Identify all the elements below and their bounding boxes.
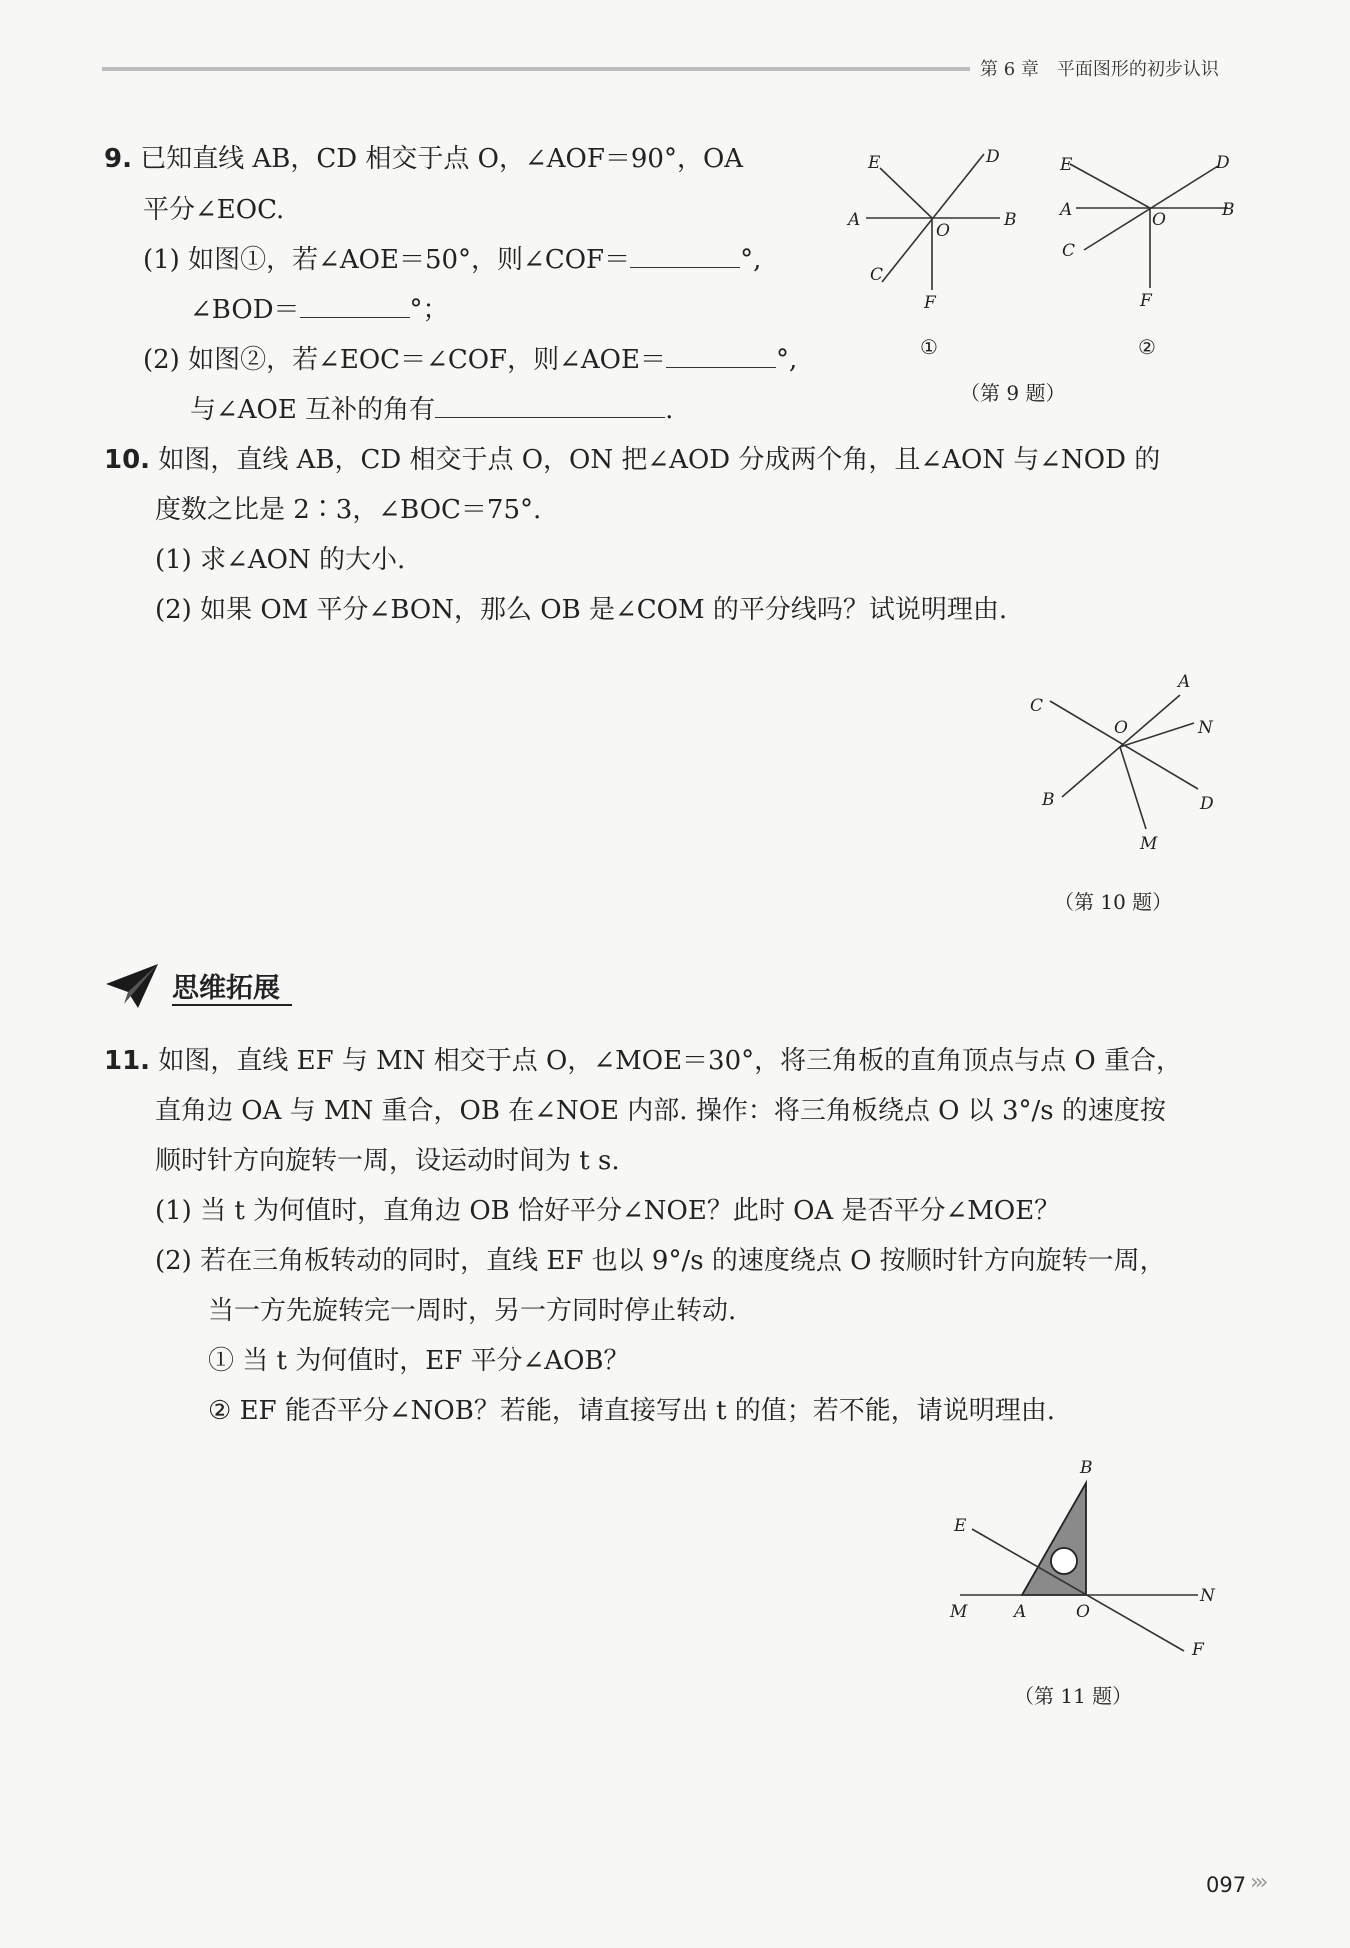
q9-part2a-text: (2) 如图②，若∠EOC＝∠COF，则∠AOE＝ xyxy=(143,345,666,375)
label-b: B xyxy=(1222,200,1235,220)
q9-part2a-unit: °, xyxy=(775,345,798,375)
q9-part2b xyxy=(190,393,673,427)
q10-part1: (1) 求∠AON 的大小. xyxy=(155,545,406,575)
label-a: A xyxy=(1060,200,1073,220)
q9-part1a-unit: °, xyxy=(740,245,762,275)
q11-number: 11. xyxy=(104,1046,151,1076)
q11-part2c: ① 当 t 为何值时，EF 平分∠AOB？ xyxy=(208,1346,630,1376)
label-o: O xyxy=(1114,718,1128,738)
label-n: N xyxy=(1200,1586,1215,1606)
label-e: E xyxy=(954,1516,967,1536)
label-b: B xyxy=(1042,790,1055,810)
q11-part1: (1) 当 t 为何值时，直角边 OB 恰好平分∠NOE？此时 OA 是否平分∠MOE？ xyxy=(155,1196,1061,1226)
answer-blank-supplementary[interactable] xyxy=(435,393,665,418)
label-c: C xyxy=(1062,241,1076,261)
label-d: D xyxy=(1200,794,1214,814)
answer-blank-bod[interactable] xyxy=(300,293,410,318)
section-underline xyxy=(172,1004,292,1006)
label-o: O xyxy=(1076,1602,1090,1622)
figure-9-2 xyxy=(1050,140,1240,370)
label-f: F xyxy=(1192,1640,1204,1660)
answer-blank-cof[interactable] xyxy=(630,243,740,268)
label-o: O xyxy=(936,221,950,241)
label-f: F xyxy=(1140,291,1152,311)
q11-part2b: 当一方先旋转完一周时，另一方同时停止转动. xyxy=(208,1296,737,1326)
label-n: N xyxy=(1198,718,1213,738)
label-c: C xyxy=(1030,696,1044,716)
ruler-hole xyxy=(1051,1548,1077,1574)
q9-stem: 已知直线 AB，CD 相交于点 O，∠AOF＝90°，OA xyxy=(140,144,744,174)
figure-10-caption: （第 10 题） xyxy=(1054,890,1173,914)
ray-om xyxy=(1120,747,1146,829)
chapter-header: 第 6 章 平面图形的初步认识 xyxy=(980,59,1219,80)
q11-stem: 如图，直线 EF 与 MN 相交于点 O，∠MOE＝30°，将三角板的直角顶点与点 O 重合， xyxy=(158,1046,1182,1076)
figure-10 xyxy=(1020,665,1240,865)
page-number: 097 xyxy=(1206,1873,1247,1897)
q11-line3: 顺时针方向旋转一周，设运动时间为 t s. xyxy=(155,1146,620,1176)
q9-part1a xyxy=(143,243,761,277)
figure-9-caption: （第 9 题） xyxy=(960,381,1066,405)
label-a: A xyxy=(1014,1602,1027,1622)
ray-on xyxy=(1120,723,1194,747)
q9-line2: 平分∠EOC. xyxy=(143,195,285,225)
label-c: C xyxy=(870,265,884,285)
figure-11-caption: （第 11 题） xyxy=(1014,1684,1133,1708)
q9-part2b-end: . xyxy=(665,395,674,425)
label-d: D xyxy=(1216,153,1230,173)
label-m: M xyxy=(950,1602,968,1622)
triangle-ruler xyxy=(1022,1483,1086,1595)
q9-line1 xyxy=(104,142,743,176)
q9-part2a xyxy=(143,343,797,377)
label-e: E xyxy=(1060,155,1073,175)
page-arrows-icon: ››› xyxy=(1250,1870,1265,1895)
answer-blank-aoe[interactable] xyxy=(666,343,776,368)
label-d: D xyxy=(986,147,1000,167)
q10-part2: (2) 如果 OM 平分∠BON，那么 OB 是∠COM 的平分线吗？试说明理由. xyxy=(155,595,1008,625)
label-m: M xyxy=(1140,834,1158,854)
q9-part2b-text: 与∠AOE 互补的角有 xyxy=(190,395,436,425)
label-b: B xyxy=(1080,1458,1093,1478)
q11-line1 xyxy=(104,1044,1182,1078)
q11-part2d: ② EF 能否平分∠NOB？若能，请直接写出 t 的值；若不能，请说明理由. xyxy=(208,1396,1056,1426)
header-rule xyxy=(102,67,970,71)
paper-plane-icon xyxy=(104,962,160,1010)
label-a: A xyxy=(848,210,861,230)
label-b: B xyxy=(1004,210,1017,230)
q10-stem: 如图，直线 AB，CD 相交于点 O，ON 把∠AOD 分成两个角，且∠AON 与∠NOD 的 xyxy=(158,445,1161,475)
q9-part1b-unit: °； xyxy=(409,295,449,325)
ray-oe xyxy=(1070,164,1150,208)
figure-9-1 xyxy=(840,140,1030,370)
q10-number: 10. xyxy=(104,445,151,475)
q9-part1a-text: (1) 如图①，若∠AOE＝50°，则∠COF＝ xyxy=(143,245,631,275)
figure-label-2: ② xyxy=(1138,335,1156,359)
label-o: O xyxy=(1152,210,1166,230)
q11-line2: 直角边 OA 与 MN 重合，OB 在∠NOE 内部. 操作：将三角板绕点 O 以 3°/s 的速度按 xyxy=(155,1096,1166,1126)
label-f: F xyxy=(924,293,936,313)
q10-line1 xyxy=(104,443,1160,477)
label-a: A xyxy=(1178,672,1191,692)
figure-11 xyxy=(940,1455,1230,1665)
q9-part1b-text: ∠BOD＝ xyxy=(190,295,300,325)
q11-part2a: (2) 若在三角板转动的同时，直线 EF 也以 9°/s 的速度绕点 O 按顺时针方向旋转一周， xyxy=(155,1246,1166,1276)
section-title: 思维拓展 xyxy=(172,973,280,1004)
q9-part1b xyxy=(190,293,449,327)
q10-line2: 度数之比是 2∶3，∠BOC＝75°. xyxy=(155,495,542,525)
figure-label-1: ① xyxy=(920,335,938,359)
q9-number: 9. xyxy=(104,144,132,174)
label-e: E xyxy=(868,153,881,173)
ray-oe xyxy=(880,168,932,218)
